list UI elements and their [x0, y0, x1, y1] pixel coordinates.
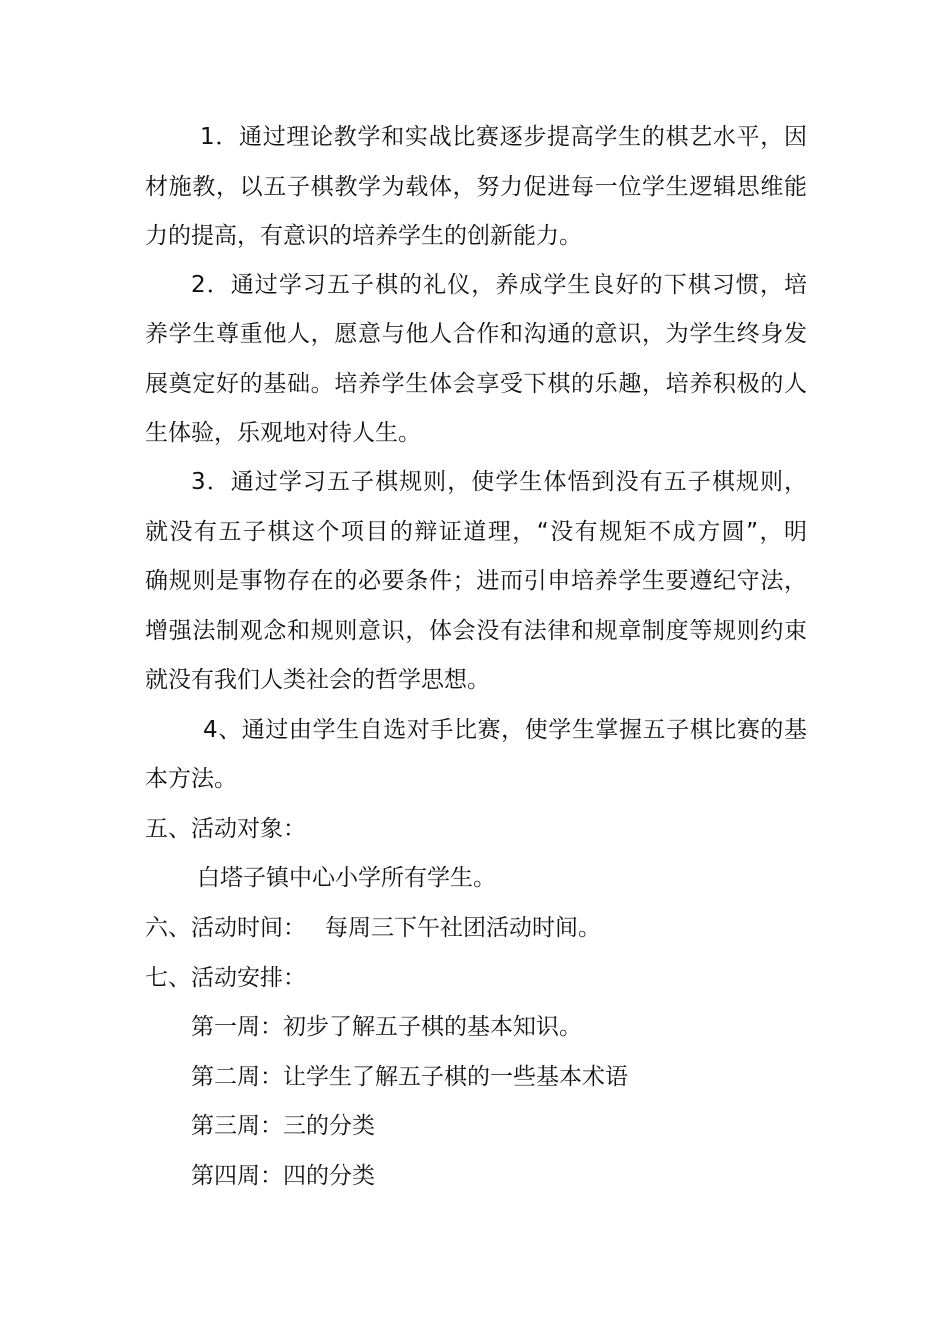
objective-3-line-3: 确规则是事物存在的必要条件；进而引申培养学生要遵纪守法， — [145, 568, 807, 594]
objective-2-line-1: 2．通过学习五子棋的礼仪，养成学生良好的下棋习惯，培 — [191, 272, 807, 298]
objective-4-line-2: 本方法。 — [145, 766, 237, 792]
objective-3-line-5: 就没有我们人类社会的哲学思想。 — [145, 667, 490, 693]
objective-3-line-1: 3．通过学习五子棋规则，使学生体悟到没有五子棋规则， — [191, 469, 807, 495]
week-3-item: 第三周：三的分类 — [191, 1113, 375, 1139]
week-4-item: 第四周：四的分类 — [191, 1163, 375, 1189]
objective-3-line-2: 就没有五子棋这个项目的辩证道理，“没有规矩不成方圆”，明 — [145, 519, 807, 545]
objective-1-line-2: 材施教，以五子棋教学为载体，努力促进每一位学生逻辑思维能 — [145, 174, 807, 200]
section-5-heading: 五、活动对象： — [145, 816, 306, 842]
section-6-heading: 六、活动时间： — [145, 915, 306, 941]
objective-2-line-2: 养学生尊重他人，愿意与他人合作和沟通的意识，为学生终身发 — [145, 321, 807, 347]
objective-2-line-3: 展奠定好的基础。培养学生体会享受下棋的乐趣，培养积极的人 — [145, 371, 807, 397]
objective-3-line-4: 增强法制观念和规则意识，体会没有法律和规章制度等规则约束 — [145, 618, 807, 644]
objective-1-line-1: 1．通过理论教学和实战比赛逐步提高学生的棋艺水平，因 — [200, 124, 807, 150]
section-7-heading: 七、活动安排： — [145, 965, 306, 991]
week-2-item: 第二周：让学生了解五子棋的一些基本术语 — [191, 1064, 628, 1090]
section-6-content: 每周三下午社团活动时间。 — [325, 915, 601, 941]
objective-2-line-4: 生体验，乐观地对待人生。 — [145, 420, 421, 446]
objective-4-line-1: 4、通过由学生自选对手比赛，使学生掌握五子棋比赛的基 — [203, 717, 807, 743]
section-5-content: 白塔子镇中心小学所有学生。 — [197, 865, 496, 891]
objective-1-line-3: 力的提高，有意识的培养学生的创新能力。 — [145, 223, 582, 249]
week-1-item: 第一周：初步了解五子棋的基本知识。 — [191, 1014, 582, 1040]
